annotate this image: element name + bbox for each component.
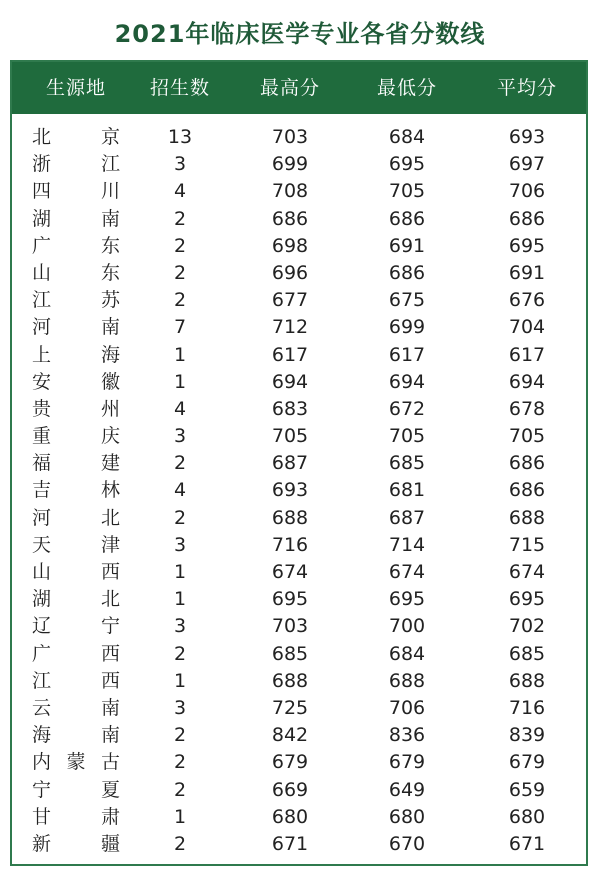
cell-avg-score: 716 — [508, 696, 546, 719]
table-row — [12, 749, 586, 776]
cell-min-score: 684 — [388, 642, 426, 665]
cell-avg-score: 697 — [508, 153, 546, 176]
cell-avg-score: 686 — [508, 452, 546, 475]
cell-min-score: 688 — [388, 669, 426, 692]
cell-max-score: 679 — [271, 751, 309, 774]
cell-min-score: 694 — [388, 370, 426, 393]
table-row — [12, 233, 586, 260]
cell-avg-score: 686 — [508, 207, 546, 230]
cell-origin: 广西 — [32, 642, 120, 665]
table-row — [12, 260, 586, 287]
cell-enrollment: 2 — [173, 234, 187, 257]
cell-origin: 辽宁 — [32, 615, 120, 638]
cell-max-score: 686 — [271, 207, 309, 230]
table-row — [12, 831, 586, 858]
cell-max-score: 683 — [271, 397, 309, 420]
cell-avg-score: 685 — [508, 642, 546, 665]
cell-origin: 内蒙古 — [32, 751, 120, 774]
table-row — [12, 559, 586, 586]
cell-origin: 吉林 — [32, 479, 120, 502]
cell-min-score: 687 — [388, 506, 426, 529]
cell-min-score: 672 — [388, 397, 426, 420]
cell-enrollment: 3 — [173, 425, 187, 448]
table-row — [12, 450, 586, 477]
cell-enrollment: 13 — [167, 126, 193, 148]
cell-avg-score: 705 — [508, 425, 546, 448]
cell-avg-score: 679 — [508, 751, 546, 774]
table-row — [12, 396, 586, 423]
table-row — [12, 804, 586, 831]
cell-avg-score: 688 — [508, 506, 546, 529]
cell-max-score: 712 — [271, 316, 309, 339]
cell-enrollment: 2 — [173, 778, 187, 801]
cell-max-score: 698 — [271, 234, 309, 257]
cell-avg-score: 695 — [508, 588, 546, 611]
cell-origin: 贵州 — [32, 397, 120, 420]
cell-min-score: 617 — [388, 343, 426, 366]
cell-max-score: 708 — [271, 180, 309, 203]
table-row — [12, 477, 586, 504]
cell-min-score: 706 — [388, 696, 426, 719]
cell-min-score: 699 — [388, 316, 426, 339]
cell-avg-score: 694 — [508, 370, 546, 393]
cell-min-score: 836 — [388, 724, 426, 747]
cell-origin: 湖南 — [32, 207, 120, 230]
column-header-min-score: 最低分 — [376, 77, 437, 99]
cell-origin: 北京 — [32, 126, 120, 148]
table-row — [12, 314, 586, 341]
table-row — [12, 777, 586, 804]
cell-avg-score: 691 — [508, 261, 546, 284]
cell-origin: 重庆 — [32, 425, 120, 448]
table-row — [12, 124, 586, 151]
cell-origin: 湖北 — [32, 588, 120, 611]
cell-avg-score: 715 — [508, 533, 546, 556]
cell-enrollment: 1 — [173, 669, 187, 692]
cell-max-score: 703 — [271, 126, 309, 148]
cell-origin: 云南 — [32, 696, 120, 719]
cell-enrollment: 2 — [173, 452, 187, 475]
cell-origin: 山西 — [32, 561, 120, 583]
table-header — [12, 62, 586, 114]
cell-max-score: 703 — [271, 615, 309, 638]
cell-min-score: 695 — [388, 588, 426, 611]
cell-avg-score: 680 — [508, 805, 546, 828]
cell-min-score: 714 — [388, 533, 426, 556]
table-row — [12, 505, 586, 532]
cell-avg-score: 839 — [508, 724, 546, 747]
table-row — [12, 722, 586, 749]
cell-origin: 甘肃 — [32, 805, 120, 828]
cell-enrollment: 3 — [173, 153, 187, 176]
cell-enrollment: 4 — [173, 397, 187, 420]
cell-avg-score: 659 — [508, 778, 546, 801]
cell-origin: 福建 — [32, 452, 120, 475]
cell-enrollment: 2 — [173, 642, 187, 665]
cell-min-score: 679 — [388, 751, 426, 774]
cell-max-score: 687 — [271, 452, 309, 475]
cell-max-score: 693 — [271, 479, 309, 502]
cell-max-score: 688 — [271, 506, 309, 529]
cell-min-score: 695 — [388, 153, 426, 176]
cell-origin: 天津 — [32, 533, 120, 556]
table-row — [12, 668, 586, 695]
cell-origin: 山东 — [32, 261, 120, 284]
cell-enrollment: 1 — [173, 805, 187, 828]
cell-min-score: 670 — [388, 832, 426, 855]
cell-max-score: 695 — [271, 588, 309, 611]
cell-enrollment: 2 — [173, 751, 187, 774]
table-row — [12, 695, 586, 722]
cell-origin: 河南 — [32, 316, 120, 339]
cell-min-score: 686 — [388, 207, 426, 230]
cell-enrollment: 1 — [173, 588, 187, 611]
cell-avg-score: 676 — [508, 289, 546, 312]
cell-max-score: 671 — [271, 832, 309, 855]
cell-enrollment: 1 — [173, 561, 187, 583]
cell-enrollment: 4 — [173, 180, 187, 203]
cell-max-score: 699 — [271, 153, 309, 176]
cell-min-score: 691 — [388, 234, 426, 257]
cell-max-score: 680 — [271, 805, 309, 828]
cell-max-score: 696 — [271, 261, 309, 284]
table-row — [12, 342, 586, 369]
cell-origin: 江苏 — [32, 289, 120, 312]
cell-max-score: 716 — [271, 533, 309, 556]
cell-avg-score: 702 — [508, 615, 546, 638]
table-row — [12, 613, 586, 640]
cell-origin: 上海 — [32, 343, 120, 366]
cell-max-score: 685 — [271, 642, 309, 665]
cell-min-score: 674 — [388, 561, 426, 583]
table-row — [12, 178, 586, 205]
cell-enrollment: 3 — [173, 533, 187, 556]
cell-origin: 海南 — [32, 724, 120, 747]
cell-origin: 河北 — [32, 506, 120, 529]
cell-enrollment: 1 — [173, 370, 187, 393]
table-row — [12, 206, 586, 233]
cell-max-score: 677 — [271, 289, 309, 312]
column-header-avg-score: 平均分 — [496, 77, 557, 99]
cell-max-score: 842 — [271, 724, 309, 747]
table-row — [12, 423, 586, 450]
cell-enrollment: 2 — [173, 506, 187, 529]
cell-enrollment: 2 — [173, 289, 187, 312]
cell-origin: 广东 — [32, 234, 120, 257]
cell-avg-score: 706 — [508, 180, 546, 203]
column-header-max-score: 最高分 — [259, 77, 320, 99]
cell-origin: 宁夏 — [32, 778, 120, 801]
cell-enrollment: 3 — [173, 696, 187, 719]
cell-max-score: 705 — [271, 425, 309, 448]
cell-max-score: 617 — [271, 343, 309, 366]
table-body — [12, 124, 586, 858]
column-header-origin: 生源地 — [45, 77, 106, 99]
cell-enrollment: 2 — [173, 832, 187, 855]
cell-enrollment: 7 — [173, 316, 187, 339]
table-row — [12, 287, 586, 314]
cell-max-score: 669 — [271, 778, 309, 801]
page-title: 2021年临床医学专业各省分数线 — [114, 20, 486, 48]
cell-avg-score: 686 — [508, 479, 546, 502]
cell-min-score: 685 — [388, 452, 426, 475]
cell-avg-score: 617 — [508, 343, 546, 366]
cell-avg-score: 693 — [508, 126, 546, 148]
cell-min-score: 686 — [388, 261, 426, 284]
table-row — [12, 586, 586, 613]
column-header-enrollment: 招生数 — [149, 77, 210, 99]
cell-avg-score: 678 — [508, 397, 546, 420]
cell-avg-score: 695 — [508, 234, 546, 257]
cell-avg-score: 674 — [508, 561, 546, 583]
cell-avg-score: 671 — [508, 832, 546, 855]
cell-origin: 新疆 — [32, 832, 120, 855]
cell-min-score: 649 — [388, 778, 426, 801]
cell-max-score: 688 — [271, 669, 309, 692]
cell-origin: 浙江 — [32, 153, 120, 176]
table-row — [12, 151, 586, 178]
cell-enrollment: 1 — [173, 343, 187, 366]
cell-origin: 安徽 — [32, 370, 120, 393]
cell-min-score: 684 — [388, 126, 426, 148]
score-table — [10, 60, 588, 866]
cell-enrollment: 3 — [173, 615, 187, 638]
table-row — [12, 532, 586, 559]
cell-min-score: 681 — [388, 479, 426, 502]
cell-max-score: 674 — [271, 561, 309, 583]
table-row — [12, 641, 586, 668]
cell-min-score: 680 — [388, 805, 426, 828]
cell-max-score: 694 — [271, 370, 309, 393]
cell-enrollment: 2 — [173, 207, 187, 230]
cell-min-score: 675 — [388, 289, 426, 312]
cell-avg-score: 704 — [508, 316, 546, 339]
table-row — [12, 369, 586, 396]
cell-origin: 四川 — [32, 180, 120, 203]
cell-min-score: 700 — [388, 615, 426, 638]
cell-min-score: 705 — [388, 425, 426, 448]
cell-min-score: 705 — [388, 180, 426, 203]
cell-max-score: 725 — [271, 696, 309, 719]
cell-avg-score: 688 — [508, 669, 546, 692]
cell-enrollment: 2 — [173, 724, 187, 747]
cell-enrollment: 2 — [173, 261, 187, 284]
cell-enrollment: 4 — [173, 479, 187, 502]
cell-origin: 江西 — [32, 669, 120, 692]
